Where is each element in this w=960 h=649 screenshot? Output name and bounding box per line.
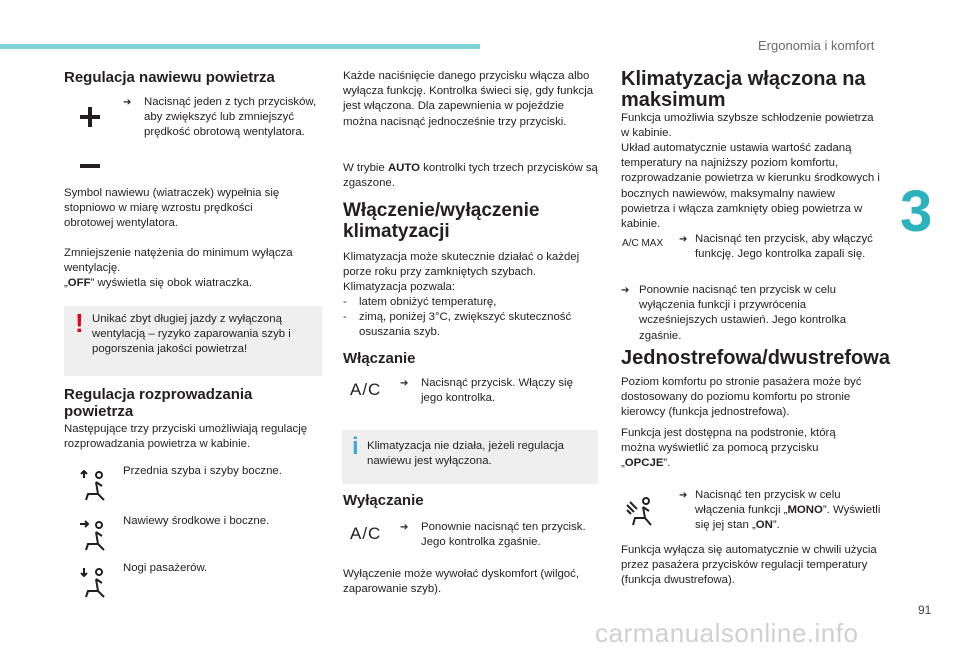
option-feet: Nogi pasażerów.: [123, 562, 208, 574]
option-face-vents: Nawiewy środkowe i boczne.: [123, 515, 270, 527]
plus-icon: [80, 107, 100, 132]
mono-person-icon: [624, 497, 656, 532]
warning-text: Unikać zbyt długiej jazdy z wyłączoną wentylacją – ryzyko zaparowania szyb i pogorszenia jakości powietrza!: [92, 313, 291, 356]
ac-max-paragraph-2: Układ automatycznie ustawia wartość zadaną temperatury na najniższy poziom komfortu, rozprowadzanie powietrza w kierunku środkowych i bocznych nawiewów, maksymalny nawiew powietrza i włącza zamknięty obieg powietrza w kabinie.: [621, 142, 880, 231]
switch-on-step: Nacisnąć przycisk. Włączy się jego kontrolka.: [421, 377, 573, 405]
face-vent-person-icon: [78, 520, 108, 557]
minus-icon: [80, 156, 100, 174]
windscreen-person-icon: [78, 470, 108, 507]
ac-paragraph-1: Klimatyzacja może skutecznie działać o każdej porze roku przy zamkniętych szybach.: [343, 251, 580, 279]
step-arrow-icon: ➔: [400, 378, 409, 389]
list-dash: -: [343, 311, 347, 323]
ac-max-paragraph-1: Funkcja umożliwia szybsze schłodzenie powietrza w kabinie.: [621, 112, 874, 140]
ac-max-step-2: Ponownie nacisnąć ten przycisk w celu wyłączenia funkcji i przywrócenia wcześniejszych ustawień. Jego kontrolka zgaśnie.: [639, 284, 847, 342]
switch-off-step: Ponownie nacisnąć ten przycisk. Jego kontrolka zgaśnie.: [421, 521, 586, 549]
step-arrow-icon: ➔: [123, 97, 132, 108]
info-icon: i: [352, 433, 359, 460]
watermark: carmanualsonline.info: [595, 618, 859, 648]
air-flow-paragraph-1: Symbol nawiewu (wiatraczek) wypełnia się stopniowo w miarę wzrostu prędkości obrotowej wentylatora.: [64, 187, 280, 230]
heading-air-flow: Regulacja nawiewu powietrza: [64, 69, 275, 86]
ac-max-step-1: Nacisnąć ten przycisk, aby włączyć funkcję. Jego kontrolka zapali się.: [695, 233, 873, 261]
foot-vent-person-icon: [78, 567, 108, 604]
switch-off-paragraph: Wyłączenie może wywołać dyskomfort (wilgoć, zaparowanie szyb).: [343, 568, 580, 596]
warning-icon: !: [75, 308, 84, 338]
heading-switch-off: Wyłączanie: [343, 492, 424, 509]
list-dash: -: [343, 296, 347, 308]
option-windscreen: Przednia szyba i szyby boczne.: [123, 465, 282, 477]
info-box: [342, 430, 598, 484]
chapter-number: 3: [900, 179, 933, 244]
warning-box: [64, 306, 322, 376]
air-flow-paragraph-3: „OFF” wyświetla się obok wiatraczka.: [64, 277, 252, 289]
ac-max-button-label: A/C MAX: [622, 238, 664, 249]
auto-paragraph: W trybie AUTO kontrolki tych trzech przycisków są zgaszone.: [343, 162, 598, 190]
header-accent-bar: [0, 44, 480, 49]
ac-list-item-2: zimą, poniżej 3°C, zwiększyć skuteczność osuszania szyb.: [359, 311, 572, 339]
heading-ac-max: Klimatyzacja włączona na maksimum: [621, 68, 866, 111]
mono-paragraph-1: Poziom komfortu po stronie pasażera może być dostosowany do poziomu komfortu po stronie kierowcy (funkcja jednostrefowa).: [621, 376, 862, 419]
air-distribution-paragraph: Następujące trzy przyciski umożliwiają regulację rozprowadzania powietrza w kabinie.: [64, 423, 308, 451]
mono-step: Nacisnąć ten przycisk w celu włączenia funkcji „MONO”. Wyświetli się jej stan „ON”.: [695, 489, 881, 532]
heading-mono-dual: Jednostrefowa/dwustrefowa: [621, 347, 890, 369]
section-title: Ergonomia i komfort: [758, 38, 875, 53]
ac-list-item-1: latem obniżyć temperaturę,: [359, 296, 497, 308]
heading-switch-on: Włączanie: [343, 350, 416, 367]
step-arrow-icon: ➔: [679, 490, 688, 501]
heading-air-distribution: Regulacja rozprowadzania powietrza: [64, 386, 253, 420]
step-arrow-icon: ➔: [679, 234, 688, 245]
page-number: 91: [918, 603, 932, 617]
mono-paragraph-3: Funkcja wyłącza się automatycznie w chwili użycia przez pasażera przycisków regulacji temperatury (funkcja dwustrefowa).: [621, 544, 877, 587]
info-text: Klimatyzacja nie działa, jeżeli regulacja nawiewu jest wyłączona.: [367, 440, 564, 468]
air-flow-step: Nacisnąć jeden z tych przycisków, aby zwiększyć lub zmniejszyć prędkość obrotową wentylatora.: [144, 96, 317, 139]
buttons-paragraph: Każde naciśnięcie danego przycisku włącza albo wyłącza funkcję. Kontrolka świeci się, gdy funkcja jest włączona. Dla zapewnienia w pojeździe można nacisnąć jednocześnie trzy przyciski.: [343, 70, 594, 128]
heading-ac-toggle: Włączenie/wyłączenie klimatyzacji: [343, 200, 540, 242]
ac-button-label: A/C: [350, 524, 382, 543]
ac-paragraph-2: Klimatyzacja pozwala:: [343, 281, 456, 293]
air-flow-paragraph-2: Zmniejszenie natężenia do minimum wyłącza wentylację.: [64, 247, 293, 275]
mono-paragraph-2: Funkcja jest dostępna na podstronie, którą można wyświetlić za pomocą przycisku „OPCJE”.: [621, 427, 836, 470]
step-arrow-icon: ➔: [621, 285, 630, 296]
ac-button-label: A/C: [350, 380, 382, 399]
step-arrow-icon: ➔: [400, 522, 409, 533]
